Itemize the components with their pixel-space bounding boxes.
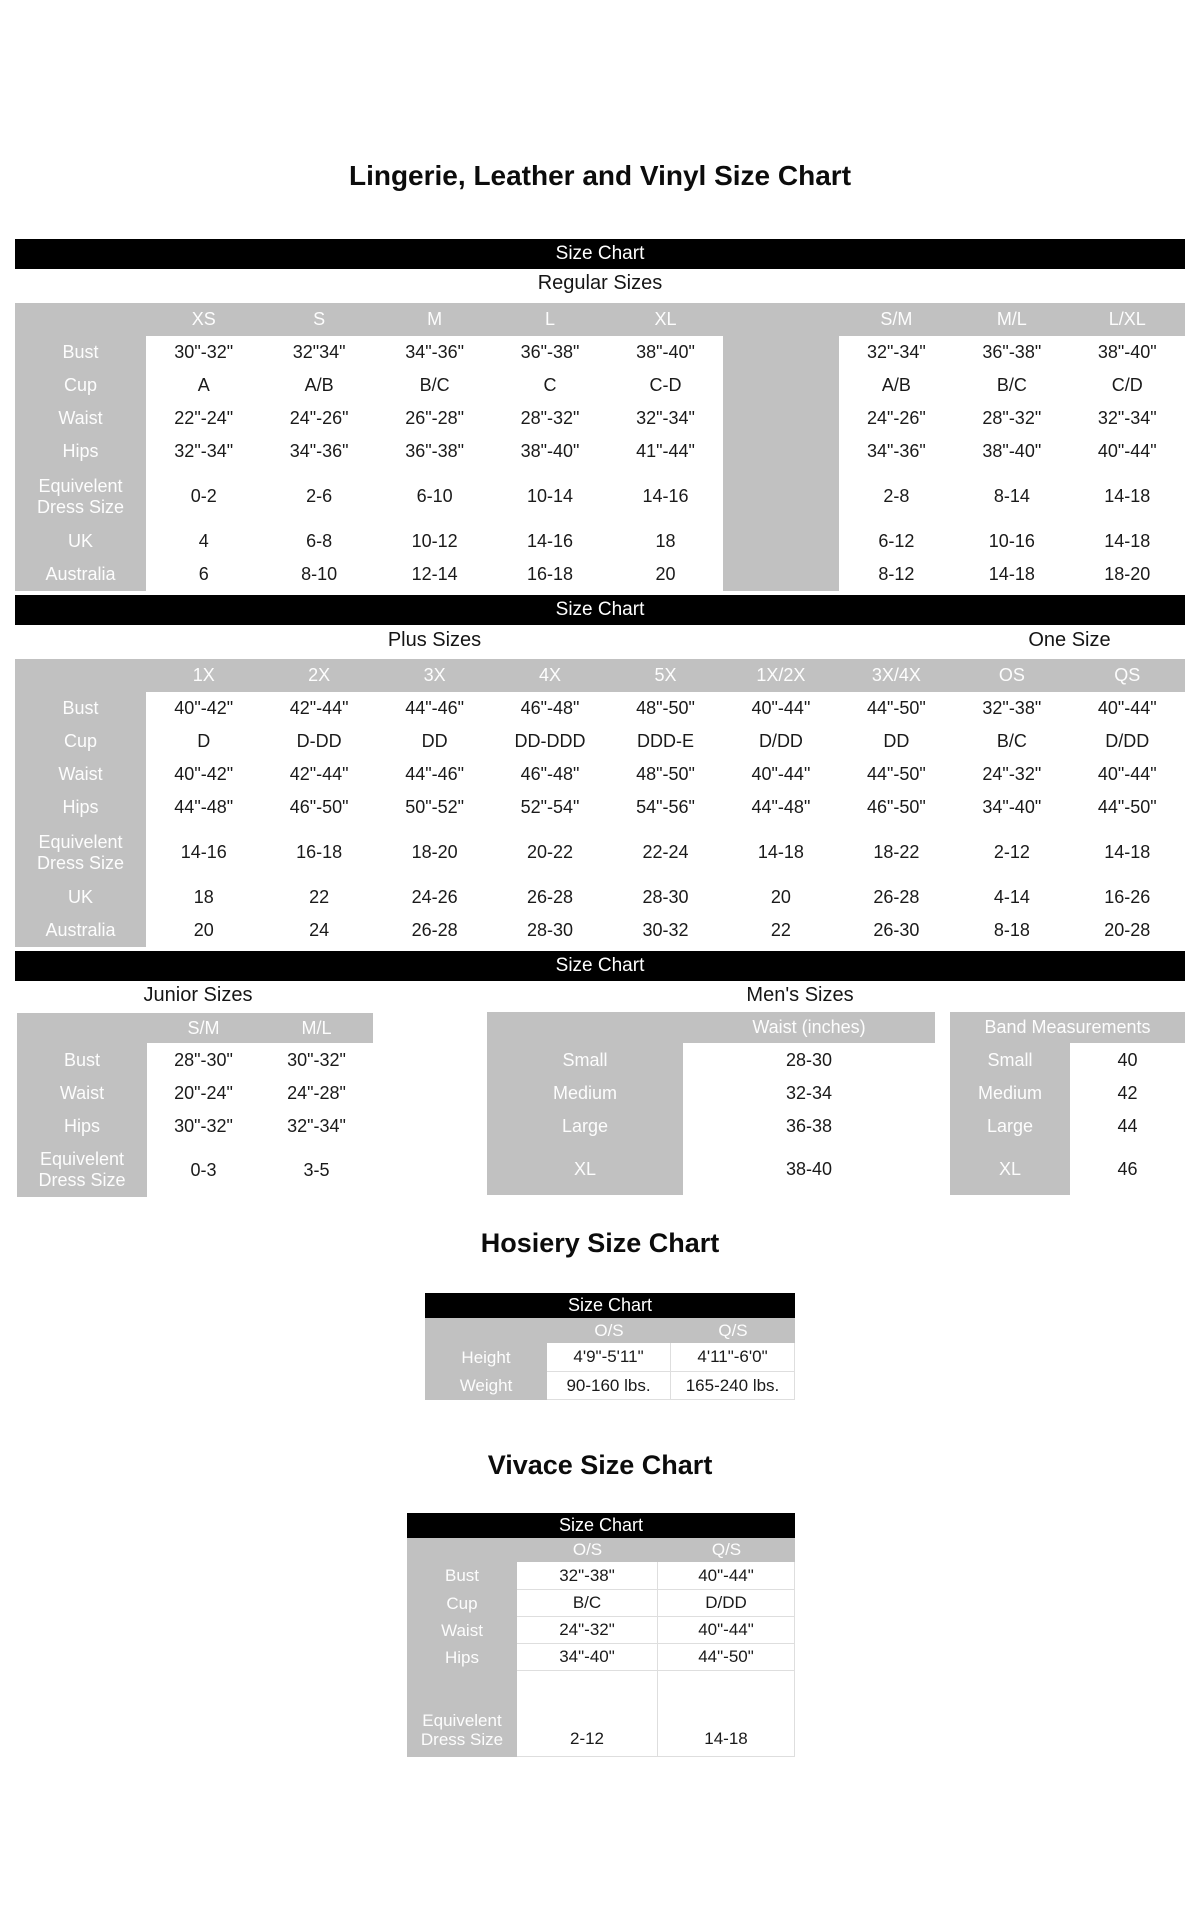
mens-sizes-table xyxy=(487,1012,935,1195)
row-label: Medium xyxy=(977,1083,1043,1104)
column-header: M/L xyxy=(301,1017,332,1038)
row-label: Cup xyxy=(63,731,98,752)
table-cell: 18-22 xyxy=(839,824,954,881)
table-cell: 16-18 xyxy=(492,558,607,591)
table-cell: 26"-28" xyxy=(377,402,492,435)
table-cell: 18 xyxy=(146,881,261,914)
row-label: Australia xyxy=(45,920,116,941)
size-chart-bar xyxy=(15,595,1185,625)
row-label: Bust xyxy=(62,342,99,363)
table-cell: 36"-38" xyxy=(954,336,1069,369)
column-header: L/XL xyxy=(1108,309,1146,330)
table-cell: 44 xyxy=(1070,1110,1185,1143)
row-label: Hips xyxy=(62,441,99,462)
hosiery-title: Hosiery Size Chart xyxy=(480,1228,720,1258)
table-cell: 40"-44" xyxy=(1070,435,1185,468)
table-cell: 34"-40" xyxy=(517,1644,658,1671)
table-cell: DDD-E xyxy=(608,725,723,758)
vivace-title: Vivace Size Chart xyxy=(487,1450,713,1480)
table-cell: 52"-54" xyxy=(492,791,607,824)
table-cell: D/DD xyxy=(1070,725,1185,758)
table-cell: 18-20 xyxy=(377,824,492,881)
column-header: S xyxy=(313,309,326,330)
table-cell: B/C xyxy=(377,369,492,402)
column-header: 3X xyxy=(423,665,446,686)
row-label: Waist xyxy=(58,408,103,429)
table-cell: 30"-32" xyxy=(260,1043,373,1077)
column-header: 5X xyxy=(654,665,677,686)
table-cell: 28-30 xyxy=(683,1043,935,1077)
table-cell: 32"-34" xyxy=(608,402,723,435)
row-label: Bust xyxy=(62,698,99,719)
junior-sizes-label: Junior Sizes xyxy=(143,984,253,1006)
row-label: UK xyxy=(67,531,93,552)
table-cell: 14-18 xyxy=(658,1671,795,1757)
table-cell: 50"-52" xyxy=(377,791,492,824)
table-gap-cell xyxy=(723,558,838,591)
size-chart-bar xyxy=(15,951,1185,981)
table-cell: 32-34 xyxy=(683,1077,935,1110)
table-cell: 42 xyxy=(1070,1077,1185,1110)
row-label: Large xyxy=(561,1116,609,1137)
table-cell: 8-10 xyxy=(261,558,376,591)
table-cell: 26-28 xyxy=(377,914,492,947)
table-gap-cell xyxy=(723,435,838,468)
table-cell: 40"-44" xyxy=(1070,692,1185,725)
table-cell: 48"-50" xyxy=(608,692,723,725)
table-cell: 32"-38" xyxy=(517,1562,658,1590)
table-cell: 14-18 xyxy=(1070,468,1185,525)
table-cell: 6 xyxy=(146,558,261,591)
row-label: Waist xyxy=(441,1620,483,1640)
table-cell: 44"-46" xyxy=(377,692,492,725)
table-cell: 14-18 xyxy=(723,824,838,881)
table-cell: 36"-38" xyxy=(492,336,607,369)
corner-cell xyxy=(17,1013,147,1043)
table-cell: 4-14 xyxy=(954,881,1069,914)
table-cell: 40"-42" xyxy=(146,692,261,725)
row-label: Bust xyxy=(444,1566,480,1586)
table-cell: 38"-40" xyxy=(492,435,607,468)
table-cell: 26-30 xyxy=(839,914,954,947)
table-cell: 42"-44" xyxy=(261,692,376,725)
table-cell: 40"-44" xyxy=(658,1617,795,1644)
row-label: Hips xyxy=(444,1647,479,1667)
table-cell: A/B xyxy=(839,369,954,402)
column-header: OS xyxy=(998,665,1025,686)
table-cell: 40"-44" xyxy=(723,758,838,791)
band-measurements-table xyxy=(950,1012,1185,1195)
row-label: Small xyxy=(987,1049,1033,1070)
table-cell: 22 xyxy=(723,914,838,947)
table-cell: C xyxy=(492,369,607,402)
row-label: Small xyxy=(562,1049,608,1070)
table-cell: 6-8 xyxy=(261,525,376,558)
column-header: XS xyxy=(191,309,216,330)
table-cell: 24"-32" xyxy=(517,1617,658,1644)
table-cell: 40"-42" xyxy=(146,758,261,791)
table-cell: 14-16 xyxy=(146,824,261,881)
table-cell: 26-28 xyxy=(492,881,607,914)
table-gap-cell xyxy=(723,369,838,402)
column-header: M xyxy=(427,309,443,330)
table-cell: 41"-44" xyxy=(608,435,723,468)
table-cell: 46"-48" xyxy=(492,692,607,725)
table-cell: 44"-50" xyxy=(839,758,954,791)
table-cell: 46 xyxy=(1070,1143,1185,1195)
table-cell: 4'9"-5'11" xyxy=(547,1343,671,1372)
table-cell: 10-12 xyxy=(377,525,492,558)
table-cell: 44"-50" xyxy=(839,692,954,725)
table-cell: 18-20 xyxy=(1070,558,1185,591)
column-header: Waist (inches) xyxy=(752,1017,866,1038)
table-cell: 28"-32" xyxy=(954,402,1069,435)
table-cell: 14-16 xyxy=(608,468,723,525)
row-label: UK xyxy=(67,887,93,908)
page-title: Lingerie, Leather and Vinyl Size Chart xyxy=(348,160,852,191)
table-cell: 30-32 xyxy=(608,914,723,947)
row-label: Hips xyxy=(62,797,99,818)
table-cell: 38"-40" xyxy=(608,336,723,369)
table-cell: 28-30 xyxy=(608,881,723,914)
table-cell: 18 xyxy=(608,525,723,558)
column-header: O/S xyxy=(572,1540,603,1560)
row-label: Equivelent Dress Size xyxy=(38,1149,126,1190)
regular-sizes-table xyxy=(15,303,1185,591)
column-header: 4X xyxy=(539,665,562,686)
column-header: Band Measurements xyxy=(984,1017,1151,1038)
table-cell: 32"-38" xyxy=(954,692,1069,725)
table-cell: 20 xyxy=(723,881,838,914)
table-cell: 20-22 xyxy=(492,824,607,881)
column-header: QS xyxy=(1114,665,1141,686)
table-cell: A xyxy=(146,369,261,402)
table-cell: 24"-26" xyxy=(839,402,954,435)
table-cell: 10-16 xyxy=(954,525,1069,558)
table-cell: 28"-30" xyxy=(147,1043,260,1077)
column-header: Q/S xyxy=(718,1320,748,1340)
table-cell: 8-18 xyxy=(954,914,1069,947)
column-header: 1X/2X xyxy=(756,665,806,686)
table-cell: 22 xyxy=(261,881,376,914)
table-cell: 20"-24" xyxy=(147,1077,260,1110)
table-cell: 2-12 xyxy=(517,1671,658,1757)
table-cell: DD-DDD xyxy=(492,725,607,758)
table-cell: 34"-40" xyxy=(954,791,1069,824)
column-header: XL xyxy=(654,309,677,330)
table-cell: 36-38 xyxy=(683,1110,935,1143)
table-cell: 30"-32" xyxy=(146,336,261,369)
table-cell: 44"-50" xyxy=(658,1644,795,1671)
corner-cell xyxy=(425,1318,547,1343)
table-cell: 36"-38" xyxy=(377,435,492,468)
column-header: S/M xyxy=(880,309,913,330)
row-label: Equivelent Dress Size xyxy=(420,1710,504,1750)
table-cell: 28"-32" xyxy=(492,402,607,435)
table-cell: 26-28 xyxy=(839,881,954,914)
mens-sizes-label: Men's Sizes xyxy=(746,984,854,1006)
table-cell: 20-28 xyxy=(1070,914,1185,947)
column-header: 3X/4X xyxy=(871,665,921,686)
table-cell: 12-14 xyxy=(377,558,492,591)
size-chart-bar-label: Size Chart xyxy=(567,1295,653,1315)
row-label: Medium xyxy=(552,1083,618,1104)
table-cell: 90-160 lbs. xyxy=(547,1372,671,1400)
size-chart-bar xyxy=(15,239,1185,269)
table-cell: 14-16 xyxy=(492,525,607,558)
column-header: Q/S xyxy=(711,1540,742,1560)
table-cell: 20 xyxy=(146,914,261,947)
plus-sizes-table xyxy=(15,659,1185,947)
table-cell: 44"-46" xyxy=(377,758,492,791)
table-cell: 40"-44" xyxy=(723,692,838,725)
size-chart-bar-label: Size Chart xyxy=(555,599,645,620)
table-cell: 28-30 xyxy=(492,914,607,947)
table-cell: 14-18 xyxy=(1070,525,1185,558)
table-cell: B/C xyxy=(954,369,1069,402)
table-cell: B/C xyxy=(517,1590,658,1617)
row-label: Waist xyxy=(59,1083,105,1104)
table-cell: 4'11"-6'0" xyxy=(671,1343,795,1372)
table-cell: 3-5 xyxy=(260,1143,373,1197)
table-cell: 14-18 xyxy=(954,558,1069,591)
table-cell: 44"-48" xyxy=(146,791,261,824)
size-chart-bar-label: Size Chart xyxy=(558,1515,644,1535)
table-cell: 22"-24" xyxy=(146,402,261,435)
regular-sizes-label: Regular Sizes xyxy=(537,272,663,294)
table-cell: 16-26 xyxy=(1070,881,1185,914)
column-header: L xyxy=(545,309,556,330)
table-cell: 2-12 xyxy=(954,824,1069,881)
table-cell: 46"-48" xyxy=(492,758,607,791)
table-cell: 38"-40" xyxy=(954,435,1069,468)
table-cell: D/DD xyxy=(723,725,838,758)
table-cell: 24"-28" xyxy=(260,1077,373,1110)
corner-cell xyxy=(407,1538,517,1562)
table-cell: 20 xyxy=(608,558,723,591)
table-cell: 2-6 xyxy=(261,468,376,525)
size-chart-bar-label: Size Chart xyxy=(555,243,645,264)
table-cell: 24 xyxy=(261,914,376,947)
column-header: 1X xyxy=(192,665,215,686)
row-label: Australia xyxy=(45,564,116,585)
table-cell: 10-14 xyxy=(492,468,607,525)
table-cell: C/D xyxy=(1070,369,1185,402)
table-cell: DD xyxy=(377,725,492,758)
table-cell: 8-12 xyxy=(839,558,954,591)
table-cell: 2-8 xyxy=(839,468,954,525)
junior-sizes-table xyxy=(17,1013,373,1197)
size-chart-bar xyxy=(407,1513,795,1538)
row-label: Height xyxy=(461,1347,511,1367)
row-label: Equivelent Dress Size xyxy=(36,831,125,873)
table-cell: D xyxy=(146,725,261,758)
table-cell: 42"-44" xyxy=(261,758,376,791)
table-cell: 6-10 xyxy=(377,468,492,525)
table-cell: 4 xyxy=(146,525,261,558)
row-label: XL xyxy=(998,1158,1022,1179)
table-gap-cell xyxy=(723,525,838,558)
table-cell: 34"-36" xyxy=(261,435,376,468)
corner-cell xyxy=(15,659,146,692)
table-cell: 40 xyxy=(1070,1043,1185,1077)
table-cell: 24"-26" xyxy=(261,402,376,435)
row-label: Weight xyxy=(459,1376,513,1396)
row-label: XL xyxy=(573,1158,597,1179)
table-cell: 38-40 xyxy=(683,1143,935,1195)
table-cell: 44"-50" xyxy=(1070,791,1185,824)
table-cell: 32"-34" xyxy=(1070,402,1185,435)
column-header: S/M xyxy=(187,1017,220,1038)
table-cell: 46"-50" xyxy=(839,791,954,824)
column-header xyxy=(723,303,838,336)
row-label: Equivelent Dress Size xyxy=(36,475,125,517)
table-cell: 8-14 xyxy=(954,468,1069,525)
table-cell: D/DD xyxy=(658,1590,795,1617)
table-cell: 44"-48" xyxy=(723,791,838,824)
corner-cell xyxy=(15,303,146,336)
table-cell: 54"-56" xyxy=(608,791,723,824)
table-cell: B/C xyxy=(954,725,1069,758)
table-cell: 32"34" xyxy=(261,336,376,369)
row-label: Cup xyxy=(63,375,98,396)
table-cell: 32"-34" xyxy=(146,435,261,468)
size-chart-bar xyxy=(425,1293,795,1318)
table-cell: 6-12 xyxy=(839,525,954,558)
size-chart-bar-label: Size Chart xyxy=(555,955,645,976)
table-cell: 24"-32" xyxy=(954,758,1069,791)
table-cell: 34"-36" xyxy=(839,435,954,468)
table-cell: 165-240 lbs. xyxy=(671,1372,795,1400)
table-cell: DD xyxy=(839,725,954,758)
table-cell: 32"-34" xyxy=(839,336,954,369)
table-cell: 48"-50" xyxy=(608,758,723,791)
table-cell: 30"-32" xyxy=(147,1110,260,1143)
row-label: Bust xyxy=(63,1049,101,1070)
table-cell: 16-18 xyxy=(261,824,376,881)
table-cell: 40"-44" xyxy=(1070,758,1185,791)
table-cell: 24-26 xyxy=(377,881,492,914)
table-cell: 32"-34" xyxy=(260,1110,373,1143)
row-label: Hips xyxy=(63,1116,100,1137)
row-label: Waist xyxy=(58,764,103,785)
row-label: Cup xyxy=(446,1593,478,1613)
table-cell: 38"-40" xyxy=(1070,336,1185,369)
row-label: Large xyxy=(986,1116,1034,1137)
hosiery-size-table xyxy=(425,1318,795,1400)
table-cell: 46"-50" xyxy=(261,791,376,824)
table-cell: 40"-44" xyxy=(658,1562,795,1590)
table-cell: A/B xyxy=(261,369,376,402)
table-cell: 14-18 xyxy=(1070,824,1185,881)
corner-cell xyxy=(487,1012,683,1043)
table-gap-cell xyxy=(723,336,838,369)
table-cell: 0-2 xyxy=(146,468,261,525)
table-cell: 34"-36" xyxy=(377,336,492,369)
table-cell: D-DD xyxy=(261,725,376,758)
column-header: M/L xyxy=(996,309,1027,330)
column-header: 2X xyxy=(308,665,331,686)
plus-sizes-label: Plus Sizes xyxy=(387,629,482,651)
table-cell: 0-3 xyxy=(147,1143,260,1197)
column-header: O/S xyxy=(594,1320,624,1340)
table-cell: C-D xyxy=(608,369,723,402)
table-cell: 22-24 xyxy=(608,824,723,881)
table-gap-cell xyxy=(723,402,838,435)
vivace-size-table xyxy=(407,1538,795,1757)
one-size-label: One Size xyxy=(1028,629,1111,651)
table-gap-cell xyxy=(723,468,838,525)
